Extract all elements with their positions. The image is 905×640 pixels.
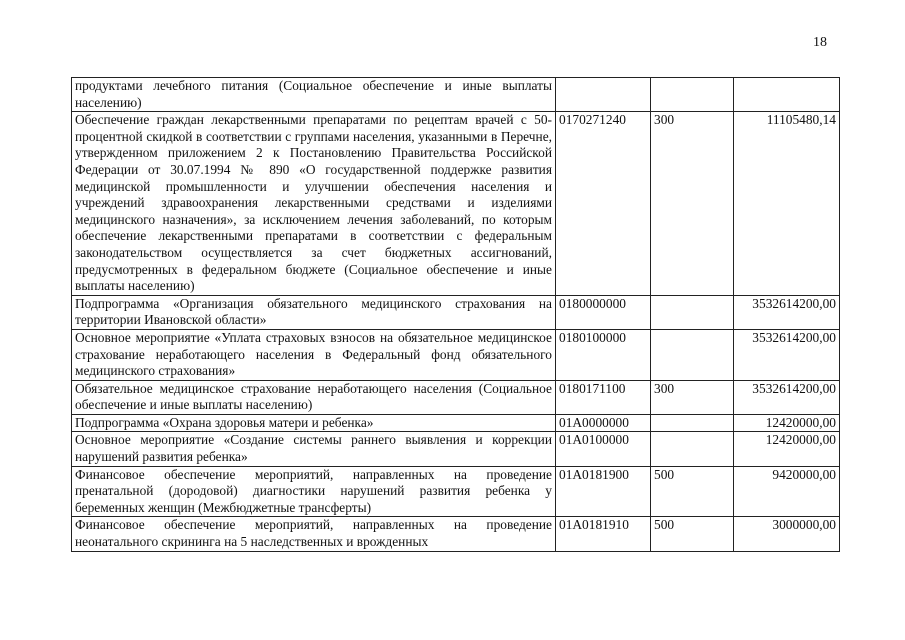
row-expense-type bbox=[651, 329, 734, 380]
row-amount: 11105480,14 bbox=[734, 112, 840, 296]
row-expense-type bbox=[651, 78, 734, 112]
table-row bbox=[72, 380, 840, 414]
table-row bbox=[72, 432, 840, 466]
row-expense-type: 500 bbox=[651, 517, 734, 551]
row-target-code bbox=[556, 78, 651, 112]
row-description: Подпрограмма «Охрана здоровья матери и ребенка» bbox=[72, 414, 556, 432]
table-row bbox=[72, 414, 840, 432]
row-amount: 9420000,00 bbox=[734, 466, 840, 517]
row-description: продуктами лечебного питания (Социальное обеспечение и иные выплаты населению) bbox=[72, 78, 556, 112]
table-row bbox=[72, 295, 840, 329]
row-amount: 3000000,00 bbox=[734, 517, 840, 551]
row-amount: 12420000,00 bbox=[734, 414, 840, 432]
row-target-code: 01А0181910 bbox=[556, 517, 651, 551]
row-description: Подпрограмма «Организация обязательного медицинского страхования на территории Ивановской области» bbox=[72, 295, 556, 329]
row-amount: 3532614200,00 bbox=[734, 329, 840, 380]
table-row bbox=[72, 517, 840, 551]
budget-table bbox=[71, 77, 840, 552]
row-amount: 3532614200,00 bbox=[734, 380, 840, 414]
row-description: Обязательное медицинское страхование неработающего населения (Социальное обеспечение и иные выплаты населению) bbox=[72, 380, 556, 414]
table-row bbox=[72, 78, 840, 112]
row-expense-type bbox=[651, 295, 734, 329]
row-target-code: 01А0100000 bbox=[556, 432, 651, 466]
row-target-code: 0180000000 bbox=[556, 295, 651, 329]
row-description: Основное мероприятие «Создание системы раннего выявления и коррекции нарушений развития ребенка» bbox=[72, 432, 556, 466]
row-description: Финансовое обеспечение мероприятий, направленных на проведение пренатальной (дородовой) диагностики нарушений развития ребенка у беременных женщин (Межбюджетные трансферты) bbox=[72, 466, 556, 517]
row-amount: 3532614200,00 bbox=[734, 295, 840, 329]
table-row bbox=[72, 466, 840, 517]
table-row bbox=[72, 329, 840, 380]
row-expense-type: 500 bbox=[651, 466, 734, 517]
row-description: Обеспечение граждан лекарственными препаратами по рецептам врачей с 50-процентной скидкой в соответствии с группами населения, указанными в Перечне, утвержденном приложением 2 к Постановлению Правительства Российской Федерации от 30.07.1994 № 890 «О государственной поддержке развития медицинской промышленности и улучшении обеспечения населения и учреждений здравоохранения лекарственными средствами и изделиями медицинского назначения», за исключением лечения заболеваний, по которым обеспечение лекарственными препаратами в соответствии с федеральным законодательством осуществляется за счет бюджетных ассигнований, предусмотренных в федеральном бюджете (Социальное обеспечение и иные выплаты населению) bbox=[72, 112, 556, 296]
row-expense-type: 300 bbox=[651, 380, 734, 414]
table-row bbox=[72, 112, 840, 296]
row-expense-type bbox=[651, 414, 734, 432]
page-number: 18 bbox=[813, 35, 827, 50]
row-target-code: 0180100000 bbox=[556, 329, 651, 380]
row-description: Основное мероприятие «Уплата страховых взносов на обязательное медицинское страхование неработающего населения в Федеральный фонд обязательного медицинского страхования» bbox=[72, 329, 556, 380]
row-expense-type: 300 bbox=[651, 112, 734, 296]
row-amount bbox=[734, 78, 840, 112]
row-target-code: 01А0181900 bbox=[556, 466, 651, 517]
row-amount: 12420000,00 bbox=[734, 432, 840, 466]
row-description: Финансовое обеспечение мероприятий, направленных на проведение неонатального скрининга на 5 наследственных и врожденных bbox=[72, 517, 556, 551]
row-target-code: 0170271240 bbox=[556, 112, 651, 296]
row-expense-type bbox=[651, 432, 734, 466]
row-target-code: 01А0000000 bbox=[556, 414, 651, 432]
row-target-code: 0180171100 bbox=[556, 380, 651, 414]
